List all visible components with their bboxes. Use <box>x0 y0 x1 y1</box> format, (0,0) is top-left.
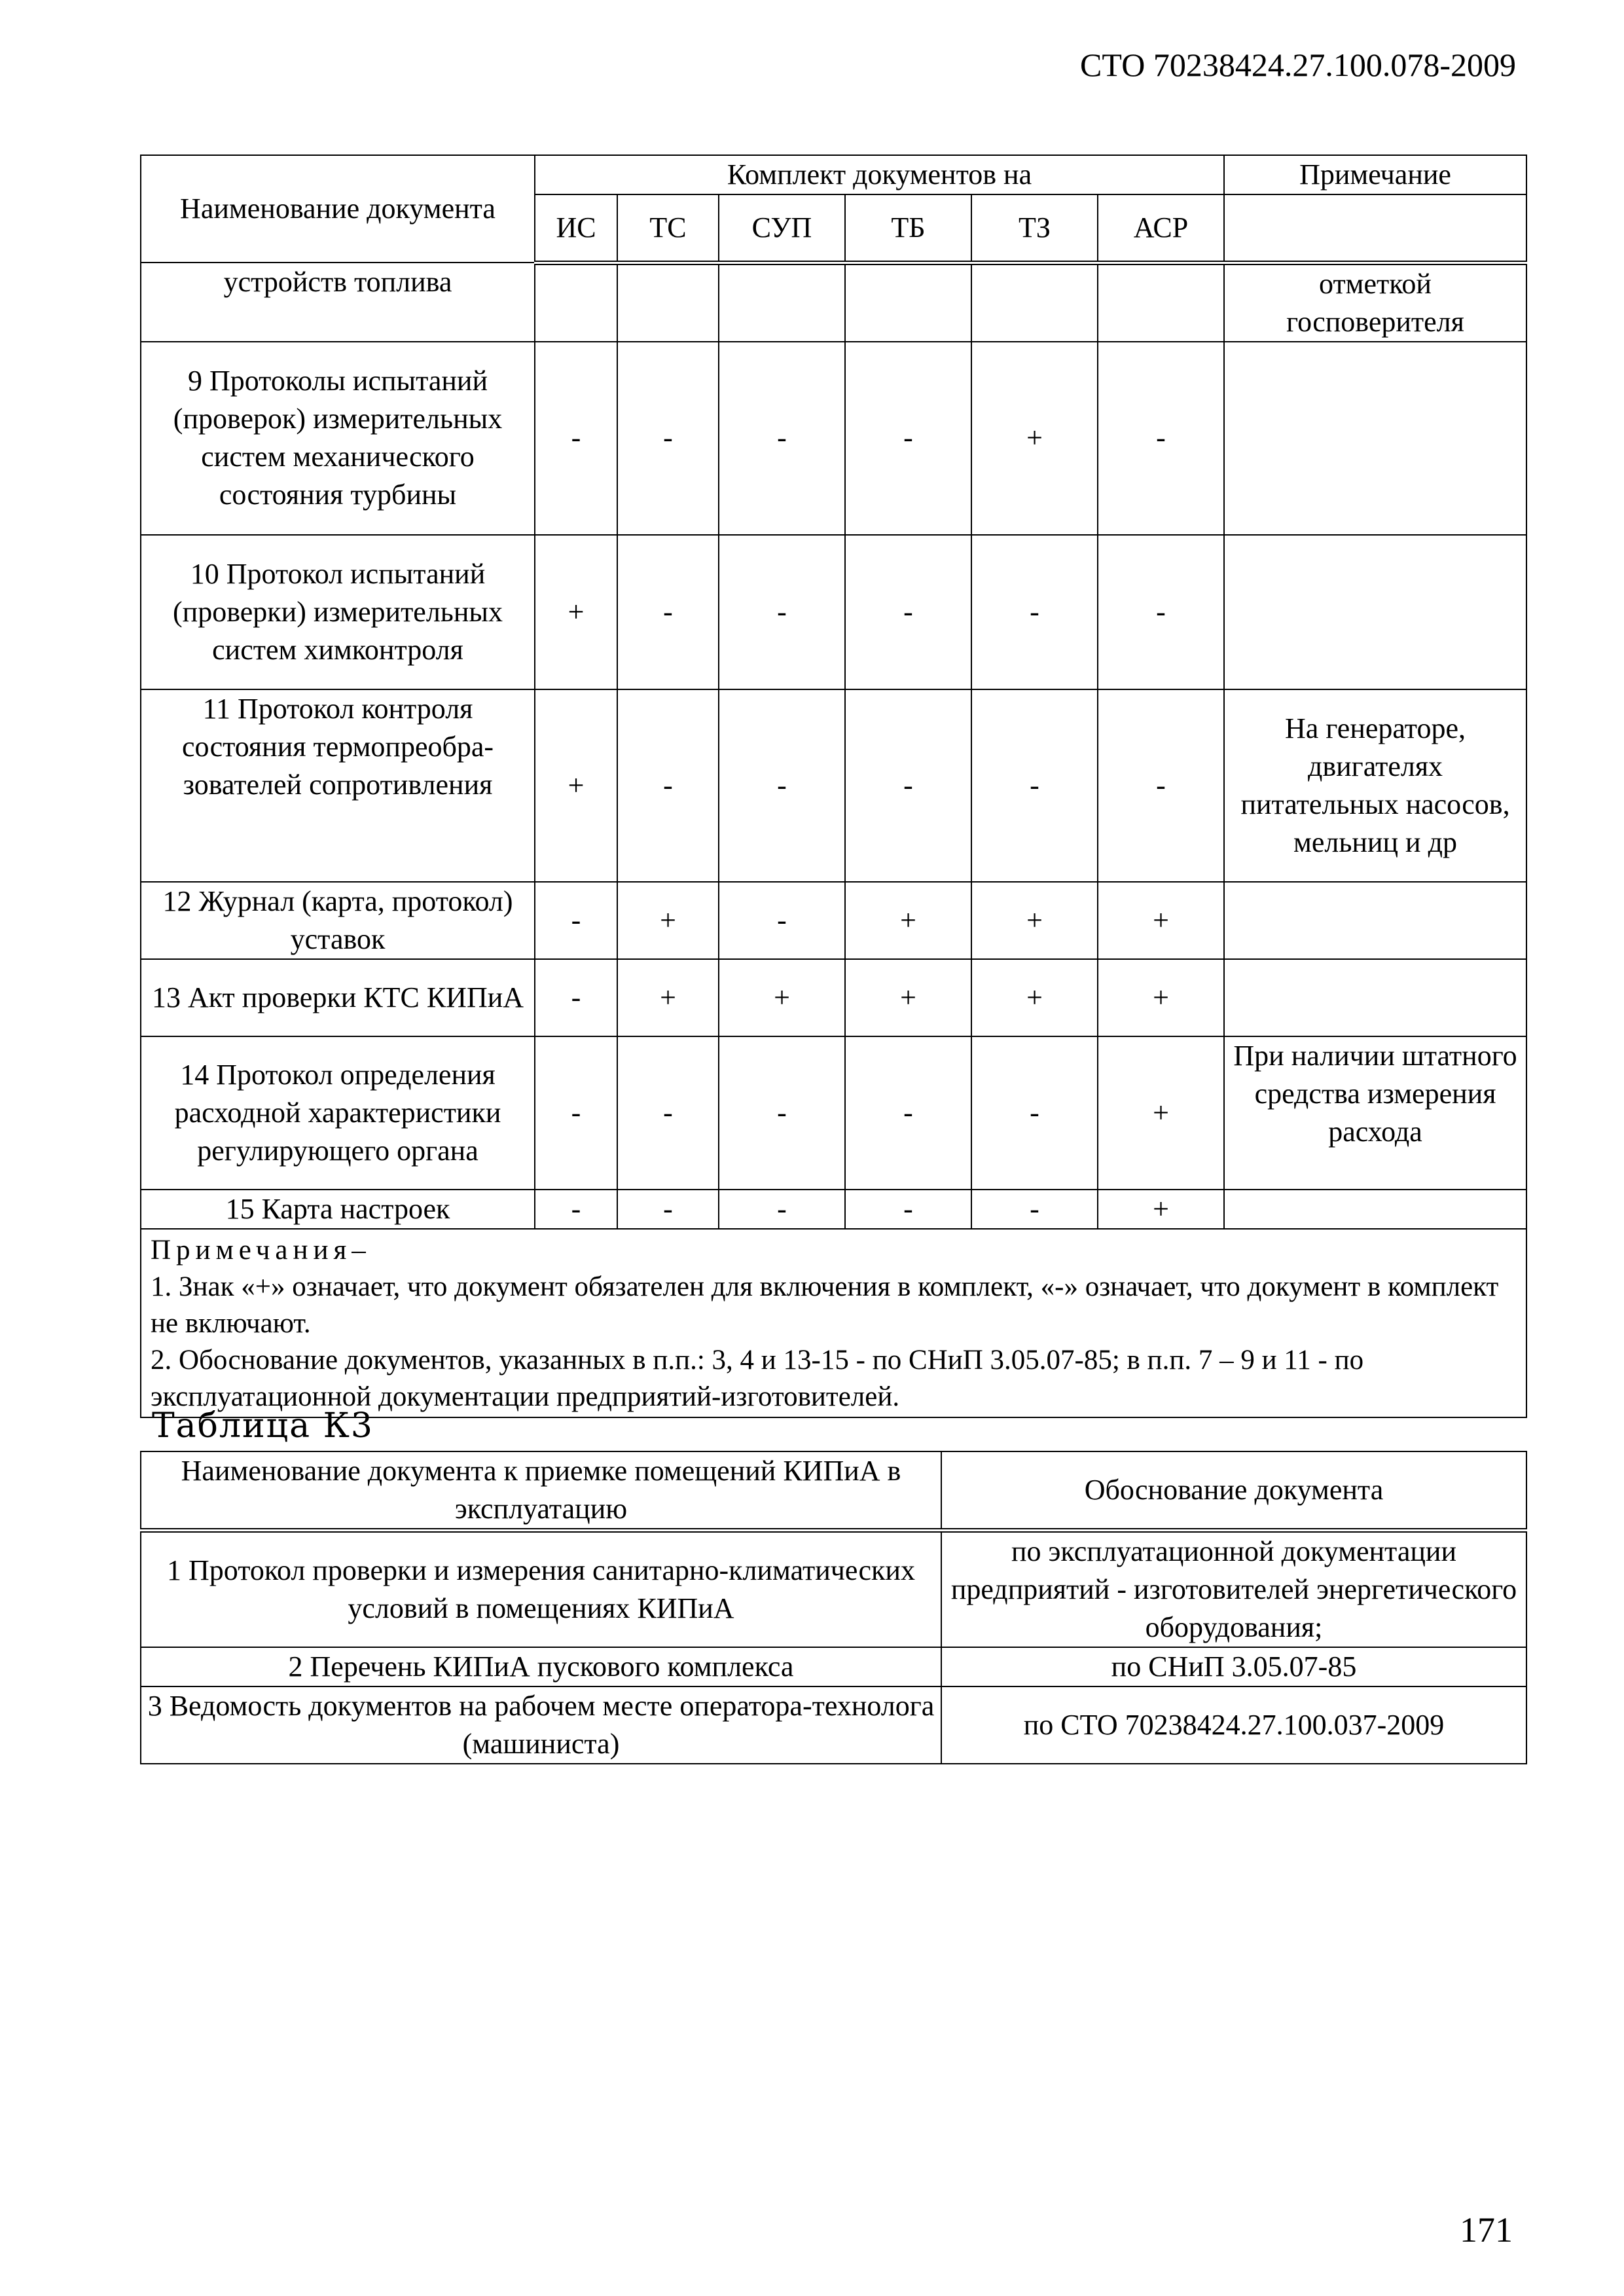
row-mark <box>535 263 617 342</box>
row-mark <box>617 263 719 342</box>
row-note <box>1224 535 1526 689</box>
row-mark: + <box>971 342 1098 535</box>
row-note: При наличии штатного средства измерения расхода <box>1224 1036 1526 1190</box>
table-row <box>141 1531 1526 1648</box>
row-mark: - <box>617 689 719 882</box>
header-note-blank <box>1224 194 1526 263</box>
row-mark: - <box>845 689 971 882</box>
table-row <box>141 263 1526 342</box>
header-set: ИС <box>535 194 617 263</box>
row-mark: + <box>617 959 719 1036</box>
table-caption: Таблица К3 <box>152 1406 374 1446</box>
row-mark: - <box>971 1190 1098 1229</box>
row-mark: + <box>535 535 617 689</box>
row-mark <box>1098 263 1224 342</box>
row-note: отметкой госповерителя <box>1224 263 1526 342</box>
table-row <box>141 535 1526 689</box>
row-mark: - <box>971 1036 1098 1190</box>
row-mark: - <box>535 959 617 1036</box>
row-note: На генераторе, двигателях питательных насосов, мельниц и др <box>1224 689 1526 882</box>
table-row <box>141 689 1526 882</box>
row-mark: - <box>1098 342 1224 535</box>
row-name: 2 Перечень КИПиА пускового комплекса <box>141 1647 941 1686</box>
row-name: 15 Карта настроек <box>141 1190 535 1229</box>
notes-title: Примечания– <box>151 1234 371 1266</box>
row-mark <box>719 263 845 342</box>
row-mark: - <box>719 1036 845 1190</box>
header-basis: Обоснование документа <box>941 1451 1526 1531</box>
row-mark: + <box>719 959 845 1036</box>
row-mark: - <box>535 882 617 959</box>
row-mark: - <box>845 535 971 689</box>
row-mark: + <box>971 882 1098 959</box>
row-mark <box>971 263 1098 342</box>
row-mark: - <box>719 689 845 882</box>
notes-cell <box>141 1229 1526 1417</box>
row-basis: по эксплуатационной документации предприятий - изготовителей энергетического оборудования; <box>941 1531 1526 1648</box>
row-mark: + <box>845 959 971 1036</box>
row-mark: - <box>719 342 845 535</box>
row-mark: - <box>617 342 719 535</box>
row-name: устройств топлива <box>141 263 535 342</box>
row-note <box>1224 1190 1526 1229</box>
row-mark: - <box>617 1190 719 1229</box>
row-name: 14 Протокол определения расходной характеристики регулирующего органа <box>141 1036 535 1190</box>
row-mark: + <box>617 882 719 959</box>
table-row <box>141 882 1526 959</box>
document-code: СТО 70238424.27.100.078-2009 <box>1080 46 1516 83</box>
header-document-set: Комплект документов на <box>535 155 1224 194</box>
row-name: 11 Протокол контроля состояния термопреобра-зователей сопротивления <box>141 689 535 882</box>
notes-row <box>141 1229 1526 1417</box>
row-mark: + <box>1098 959 1224 1036</box>
row-mark: - <box>617 535 719 689</box>
header-document-name: Наименование документа <box>141 155 535 263</box>
row-name: 3 Ведомость документов на рабочем месте оператора-технолога (машиниста) <box>141 1686 941 1764</box>
row-mark: - <box>719 882 845 959</box>
row-mark: + <box>1098 1036 1224 1190</box>
row-mark: - <box>535 1036 617 1190</box>
row-mark: - <box>971 535 1098 689</box>
premises-table <box>140 1451 1527 1764</box>
table-row <box>141 959 1526 1036</box>
header-premises-document: Наименование документа к приемке помещений КИПиА в эксплуатацию <box>141 1451 941 1531</box>
header-set: ТБ <box>845 194 971 263</box>
note-line: 1. Знак «+» означает, что документ обязателен для включения в комплект, «-» означает, что документ в комплект не включают. <box>151 1271 1499 1339</box>
row-mark: - <box>845 342 971 535</box>
header-set: ТС <box>617 194 719 263</box>
row-mark: + <box>1098 882 1224 959</box>
row-note <box>1224 882 1526 959</box>
row-mark: - <box>535 342 617 535</box>
table-row <box>141 342 1526 535</box>
row-mark: + <box>535 689 617 882</box>
header-set: ТЗ <box>971 194 1098 263</box>
row-basis: по СТО 70238424.27.100.037-2009 <box>941 1686 1526 1764</box>
row-name: 10 Протокол испытаний (проверки) измерительных систем химконтроля <box>141 535 535 689</box>
header-set: СУП <box>719 194 845 263</box>
row-mark: - <box>845 1036 971 1190</box>
note-line: 2. Обоснование документов, указанных в п.п.: 3, 4 и 13-15 - по СНиП 3.05.07-85; в п.п. 7 – 9 и 11 - по эксплуатационной документации предприятий-изготовителей. <box>151 1344 1364 1412</box>
header-set: АСР <box>1098 194 1224 263</box>
row-mark: + <box>1098 1190 1224 1229</box>
row-mark: - <box>535 1190 617 1229</box>
page-number: 171 <box>1460 2210 1513 2250</box>
header-note: Примечание <box>1224 155 1526 194</box>
row-note <box>1224 342 1526 535</box>
row-mark: - <box>1098 535 1224 689</box>
row-mark <box>845 263 971 342</box>
documents-table <box>140 155 1527 1418</box>
row-basis: по СНиП 3.05.07-85 <box>941 1647 1526 1686</box>
table-row <box>141 1686 1526 1764</box>
row-mark: - <box>719 535 845 689</box>
row-mark: + <box>845 882 971 959</box>
row-mark: - <box>617 1036 719 1190</box>
table-row <box>141 1647 1526 1686</box>
row-mark: - <box>1098 689 1224 882</box>
row-name: 12 Журнал (карта, протокол) уставок <box>141 882 535 959</box>
row-mark: - <box>719 1190 845 1229</box>
row-name: 13 Акт проверки КТС КИПиА <box>141 959 535 1036</box>
row-mark: - <box>845 1190 971 1229</box>
table-row <box>141 1036 1526 1190</box>
row-name: 1 Протокол проверки и измерения санитарно-климатических условий в помещениях КИПиА <box>141 1531 941 1648</box>
table-row <box>141 1190 1526 1229</box>
row-mark: + <box>971 959 1098 1036</box>
row-note <box>1224 959 1526 1036</box>
row-name: 9 Протоколы испытаний (проверок) измерительных систем механического состояния турбины <box>141 342 535 535</box>
row-mark: - <box>971 689 1098 882</box>
